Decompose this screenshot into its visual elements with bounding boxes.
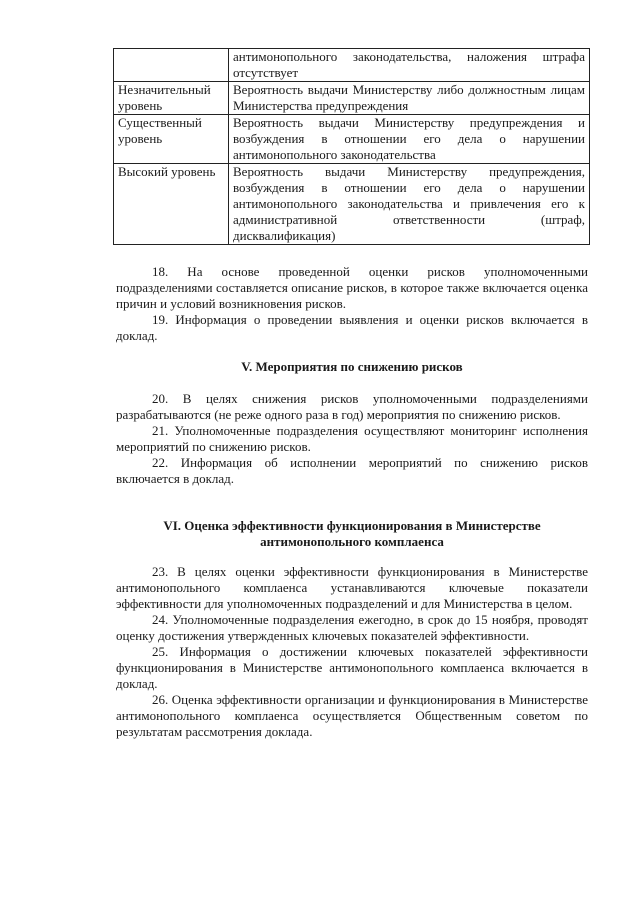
- paragraph-21: 21. Уполномоченные подразделения осуществляют мониторинг исполнения мероприятий по снижению рисков.: [116, 423, 588, 454]
- paragraph-18: 18. На основе проведенной оценки рисков уполномоченными подразделениями составляется описание рисков, в которое также включается оценка причин и условий возникновения рисков.: [116, 264, 588, 311]
- table-row: [114, 82, 590, 115]
- table-row: [114, 164, 590, 245]
- risk-description-cell: Вероятность выдачи Министерству предупреждения, возбуждения в отношении его дела о нарушении антимонопольного законодательства и привлечения его к административной ответственности (штраф, дисквалификация): [229, 164, 590, 245]
- section-6-heading-line-1: VI. Оценка эффективности функционирования в Министерстве: [163, 518, 541, 533]
- paragraph-22: 22. Информация об исполнении мероприятий по снижению рисков включается в доклад.: [116, 455, 588, 486]
- section-5-heading: V. Мероприятия по снижению рисков: [241, 359, 463, 374]
- risk-description-cell: Вероятность выдачи Министерству либо должностным лицам Министерства предупреждения: [229, 82, 590, 115]
- section-6-heading-line-2: антимонопольного комплаенса: [260, 534, 444, 549]
- paragraph-25: 25. Информация о достижении ключевых показателей эффективности функционирования в Министерстве антимонопольного комплаенса включается в доклад.: [116, 644, 588, 691]
- section-6-body: [116, 564, 588, 740]
- paragraph-23: 23. В целях оценки эффективности функционирования в Министерстве антимонопольного комплаенса устанавливаются ключевые показатели эффективности для уполномоченных подразделений и для Министерства в целом.: [116, 564, 588, 611]
- risk-description-cell: антимонопольного законодательства, наложения штрафа отсутствует: [229, 49, 590, 82]
- paragraph-19: 19. Информация о проведении выявления и оценки рисков включается в доклад.: [116, 312, 588, 343]
- paragraph-20: 20. В целях снижения рисков уполномоченными подразделениями разрабатываются (не реже одного раза в год) мероприятия по снижению рисков.: [116, 391, 588, 422]
- risk-level-cell: Незначительный уровень: [114, 82, 229, 115]
- risk-level-cell: Существенный уровень: [114, 115, 229, 164]
- section-5-body: [116, 391, 588, 487]
- risk-level-table: [113, 48, 590, 245]
- paragraph-26: 26. Оценка эффективности организации и функционирования в Министерстве антимонопольного комплаенса осуществляется Общественным советом по результатам рассмотрения доклада.: [116, 692, 588, 739]
- paragraph-24: 24. Уполномоченные подразделения ежегодно, в срок до 15 ноября, проводят оценку достижения утвержденных ключевых показателей эффективности.: [116, 612, 588, 643]
- risk-description-cell: Вероятность выдачи Министерству предупреждения и возбуждения в отношении его дела о нарушении антимонопольного законодательства: [229, 115, 590, 164]
- risk-level-cell: Высокий уровень: [114, 164, 229, 245]
- table-row: [114, 115, 590, 164]
- paragraphs-18-19: [116, 264, 588, 344]
- table-row: [114, 49, 590, 82]
- risk-level-cell: [114, 49, 229, 82]
